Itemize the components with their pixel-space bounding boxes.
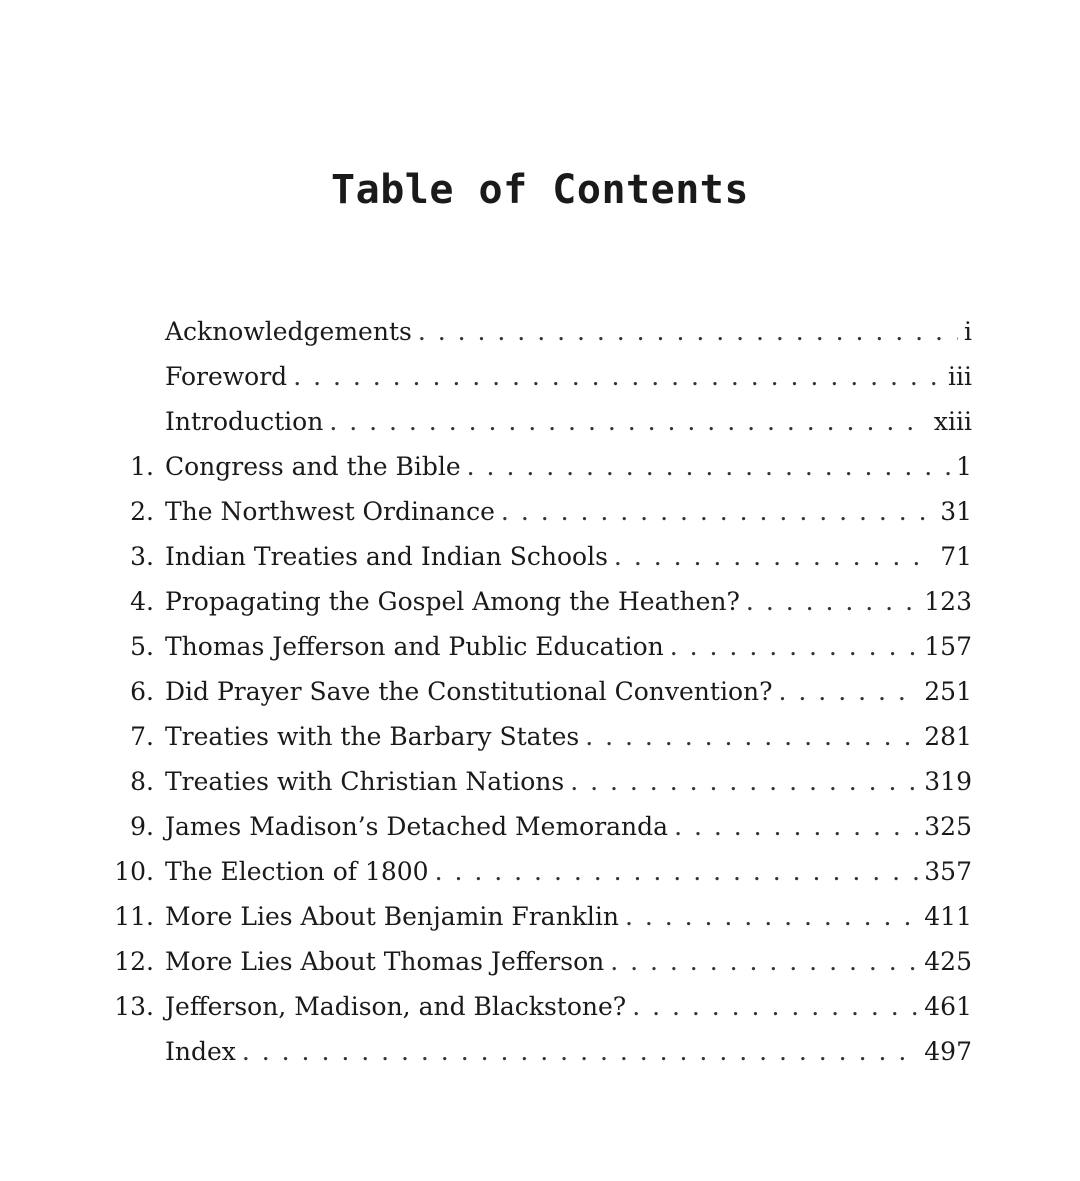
dot-leader — [632, 984, 918, 1029]
toc-entry-title: The Northwest Ordinance — [165, 497, 495, 526]
toc-entry-number: 1. — [130, 452, 154, 481]
toc-entry — [110, 309, 972, 354]
toc-entry-page: i — [964, 317, 972, 346]
dot-leader — [242, 1029, 918, 1074]
toc-entry-number: 8. — [130, 767, 154, 796]
toc-entry-page: 425 — [924, 947, 972, 976]
dot-leader — [585, 714, 918, 759]
dot-leader — [670, 624, 919, 669]
toc-entry-title: Congress and the Bible — [165, 452, 461, 481]
toc-entry-number: 12. — [114, 947, 154, 976]
toc-entry-title: Jefferson, Madison, and Blackstone? — [165, 992, 627, 1021]
toc-entry-title: Acknowledgements — [165, 317, 412, 346]
toc-entry-title: Did Prayer Save the Constitutional Convention? — [165, 677, 773, 706]
toc-entry-title: Indian Treaties and Indian Schools — [165, 542, 608, 571]
toc-entry — [110, 579, 972, 624]
toc-entry — [110, 894, 972, 939]
toc-entry-title: Index — [165, 1037, 236, 1066]
toc-entry-number: 9. — [130, 812, 154, 841]
dot-leader — [501, 489, 934, 534]
toc-entry-number: 7. — [130, 722, 154, 751]
toc-entry-page: 461 — [924, 992, 972, 1021]
toc-entry-title: Propagating the Gospel Among the Heathen? — [165, 587, 740, 616]
toc-entry-title: Treaties with Christian Nations — [165, 767, 565, 796]
toc-entry — [110, 354, 972, 399]
toc-entry — [110, 939, 972, 984]
toc-entry-page: 325 — [924, 812, 972, 841]
toc-entry — [110, 714, 972, 759]
toc-entry-page: 411 — [924, 902, 972, 931]
toc-entry-page: 71 — [940, 542, 972, 571]
dot-leader — [570, 759, 918, 804]
page-title: Table of Contents — [331, 166, 749, 213]
toc-entry-number: 11. — [114, 902, 154, 931]
toc-entry-page: 123 — [924, 587, 972, 616]
toc-entry-title: More Lies About Benjamin Franklin — [165, 902, 619, 931]
toc-entry — [110, 489, 972, 534]
dot-leader — [614, 534, 934, 579]
toc-entry — [110, 1029, 972, 1074]
toc-entry — [110, 534, 972, 579]
dot-leader — [674, 804, 918, 849]
toc-entry — [110, 759, 972, 804]
toc-entry-page: 157 — [924, 632, 972, 661]
dot-leader — [293, 354, 942, 399]
dot-leader — [779, 669, 919, 714]
toc-entry-title: Thomas Jefferson and Public Education — [165, 632, 664, 661]
toc-entry-page: 319 — [924, 767, 972, 796]
toc-entry-number: 3. — [130, 542, 154, 571]
toc-entry — [110, 669, 972, 714]
toc-entry — [110, 624, 972, 669]
toc-entry-number: 5. — [130, 632, 154, 661]
toc-entry-title: The Election of 1800 — [165, 857, 429, 886]
toc-entry — [110, 399, 972, 444]
toc-entry-title: Treaties with the Barbary States — [165, 722, 580, 751]
toc-entry-number: 6. — [130, 677, 154, 706]
toc-entry-page: 357 — [924, 857, 972, 886]
toc-entry-title: James Madison’s Detached Memoranda — [165, 812, 669, 841]
dot-leader — [746, 579, 918, 624]
dot-leader — [625, 894, 918, 939]
dot-leader — [329, 399, 928, 444]
toc-entry-page: 251 — [924, 677, 972, 706]
dot-leader — [467, 444, 950, 489]
dot-leader — [418, 309, 958, 354]
toc-entry-page: iii — [948, 362, 972, 391]
toc-entry — [110, 984, 972, 1029]
toc-entry-title: Introduction — [165, 407, 324, 436]
toc-entry-title: More Lies About Thomas Jefferson — [165, 947, 605, 976]
toc-entry — [110, 804, 972, 849]
toc-entry-number: 13. — [114, 992, 154, 1021]
toc-entry-page: xiii — [933, 407, 972, 436]
toc-entry-title: Foreword — [165, 362, 288, 391]
toc-entry-number: 2. — [130, 497, 154, 526]
toc-entry-number: 10. — [114, 857, 154, 886]
toc-entry-number: 4. — [130, 587, 154, 616]
toc-entry — [110, 444, 972, 489]
toc-entry-page: 281 — [924, 722, 972, 751]
toc-entry — [110, 849, 972, 894]
toc-entry-page: 31 — [940, 497, 972, 526]
toc-list — [110, 309, 972, 1074]
toc-entry-page: 1 — [956, 452, 972, 481]
dot-leader — [435, 849, 919, 894]
toc-entry-page: 497 — [924, 1037, 972, 1066]
dot-leader — [610, 939, 918, 984]
